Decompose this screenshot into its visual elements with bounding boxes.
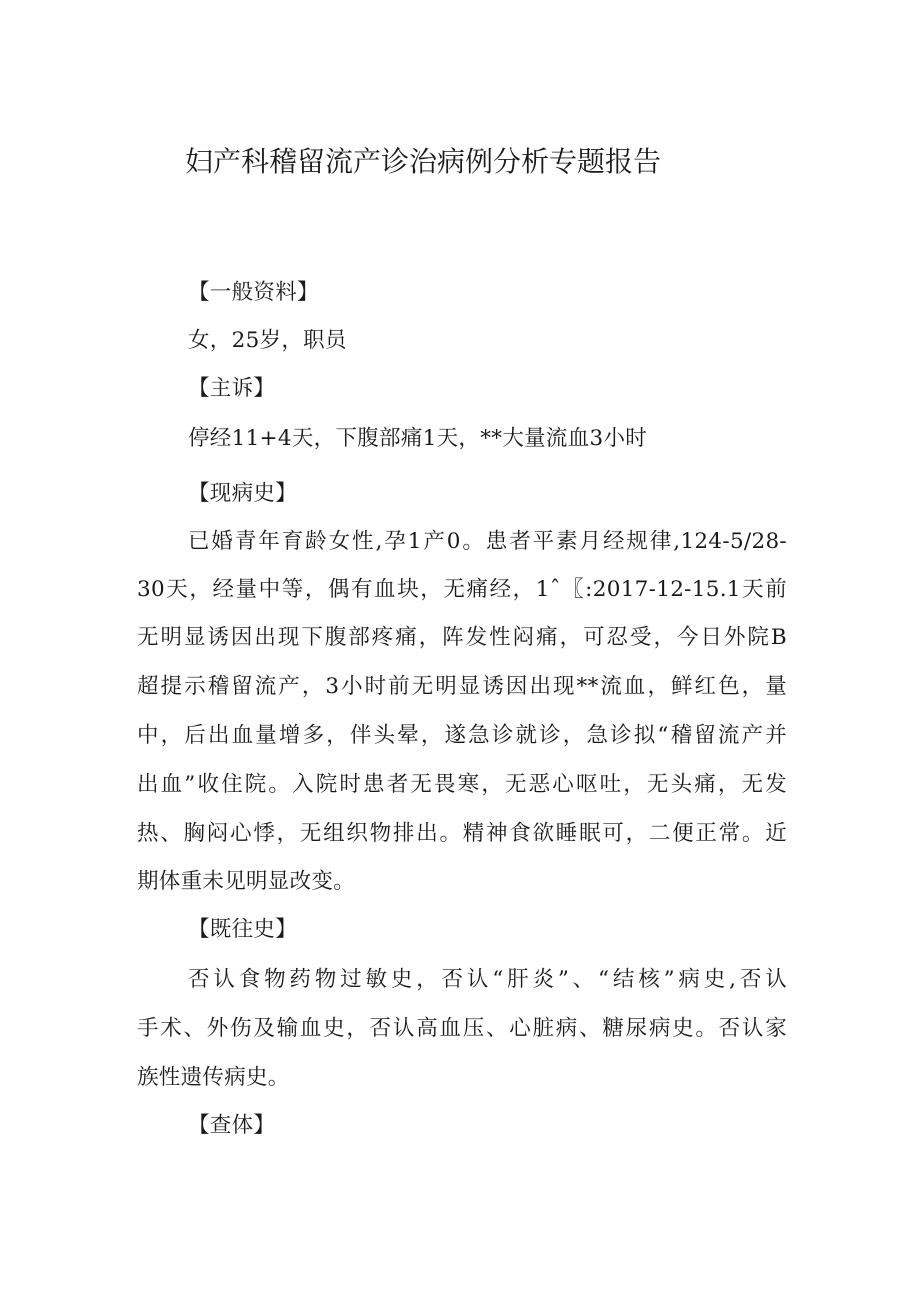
present-illness-line: 已婚青年育龄女性,孕1产0。患者平素月经规律,124-5/28-: [188, 529, 787, 554]
document-title: 妇产科稽留流产诊治病例分析专题报告: [185, 145, 662, 178]
section-heading-present-illness: 【现病史】: [188, 481, 298, 506]
past-history-line: 否认食物药物过敏史，否认“肝炎”、“结核”病史,否认: [188, 967, 787, 992]
section-heading-general: 【一般资料】: [188, 280, 319, 305]
present-illness-line: 期体重未见明显改变。: [137, 869, 356, 894]
general-info-line: 女，25岁，职员: [188, 328, 347, 353]
present-illness-line: 中，后出血量增多，伴头晕，遂急诊就诊，急诊拟“稽留流产并: [137, 723, 787, 748]
complaint-line: 停经11+4天，下腹部痛1天，**大量流血3小时: [188, 426, 648, 451]
past-history-line: 族性遗传病史。: [137, 1065, 290, 1090]
present-illness-line: 超提示稽留流产，3小时前无明显诱因出现**流血，鲜红色，量: [137, 674, 787, 699]
section-heading-exam: 【查体】: [188, 1113, 276, 1138]
past-history-line: 手术、外伤及输血史，否认高血压、心脏病、糖尿病史。否认家: [137, 1016, 787, 1041]
section-heading-complaint: 【主诉】: [188, 376, 276, 401]
present-illness-line: 30天，经量中等，偶有血块，无痛经，1ˆ〖:2017-12-15.1天前: [137, 577, 787, 602]
section-heading-past-history: 【既往史】: [188, 917, 298, 942]
present-illness-line: 热、胸闷心悸，无组织物排出。精神食欲睡眠可，二便正常。近: [137, 821, 787, 846]
present-illness-line: 出血”收住院。入院时患者无畏寒，无恶心呕吐，无头痛，无发: [137, 772, 787, 797]
present-illness-line: 无明显诱因出现下腹部疼痛，阵发性闷痛，可忍受，今日外院B: [137, 625, 787, 650]
